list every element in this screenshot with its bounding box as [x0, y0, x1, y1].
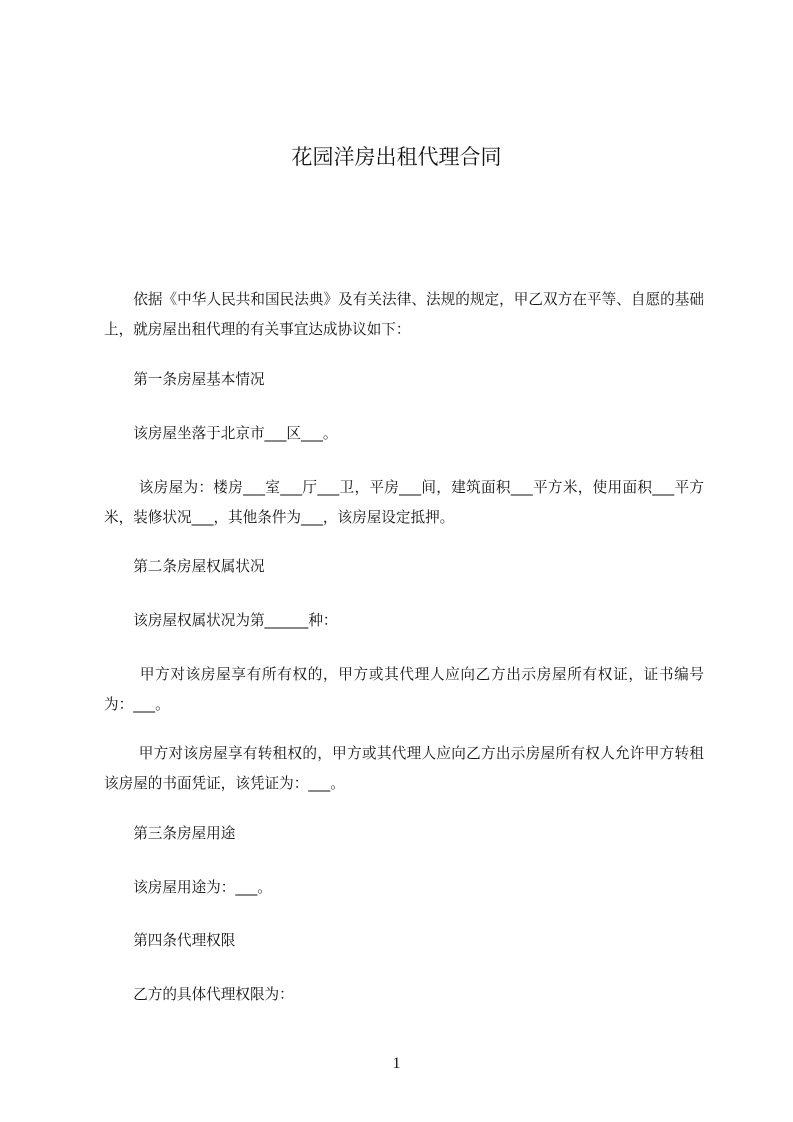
ownership-type-paragraph: 该房屋权属状况为第______种：	[104, 612, 338, 629]
page-number: 1	[392, 1055, 401, 1072]
agency-scope-paragraph: 乙方的具体代理权限为：	[104, 986, 294, 1003]
house-description-paragraph: 该房屋为：楼房___室___厅___卫，平房___间，建筑面积___平方米，使用面积___平方米，装修状况___，其他条件为___，该房屋设定抵押。	[104, 479, 704, 526]
house-location-paragraph: 该房屋坐落于北京市___区___。	[104, 425, 338, 442]
document-title: 花园洋房出租代理合同	[291, 145, 502, 169]
preamble-paragraph: 依据《中华人民共和国民法典》及有关法律、法规的规定，甲乙双方在平等、自愿的基础上，就房屋出租代理的有关事宜达成协议如下：	[104, 291, 704, 338]
ownership-certificate-paragraph: 甲方对该房屋享有所有权的，甲方或其代理人应向乙方出示房屋所有权证，证书编号为：___。	[104, 666, 704, 713]
article-1-heading: 第一条房屋基本情况	[104, 371, 265, 388]
article-4-heading: 第四条代理权限	[104, 932, 236, 949]
sublease-right-paragraph: 甲方对该房屋享有转租权的，甲方或其代理人应向乙方出示房屋所有权人允许甲方转租该房屋的书面凭证，该凭证为：___。	[104, 745, 704, 792]
article-3-heading: 第三条房屋用途	[104, 825, 236, 842]
article-2-heading: 第二条房屋权属状况	[104, 558, 265, 575]
house-usage-paragraph: 该房屋用途为：___。	[104, 879, 272, 896]
